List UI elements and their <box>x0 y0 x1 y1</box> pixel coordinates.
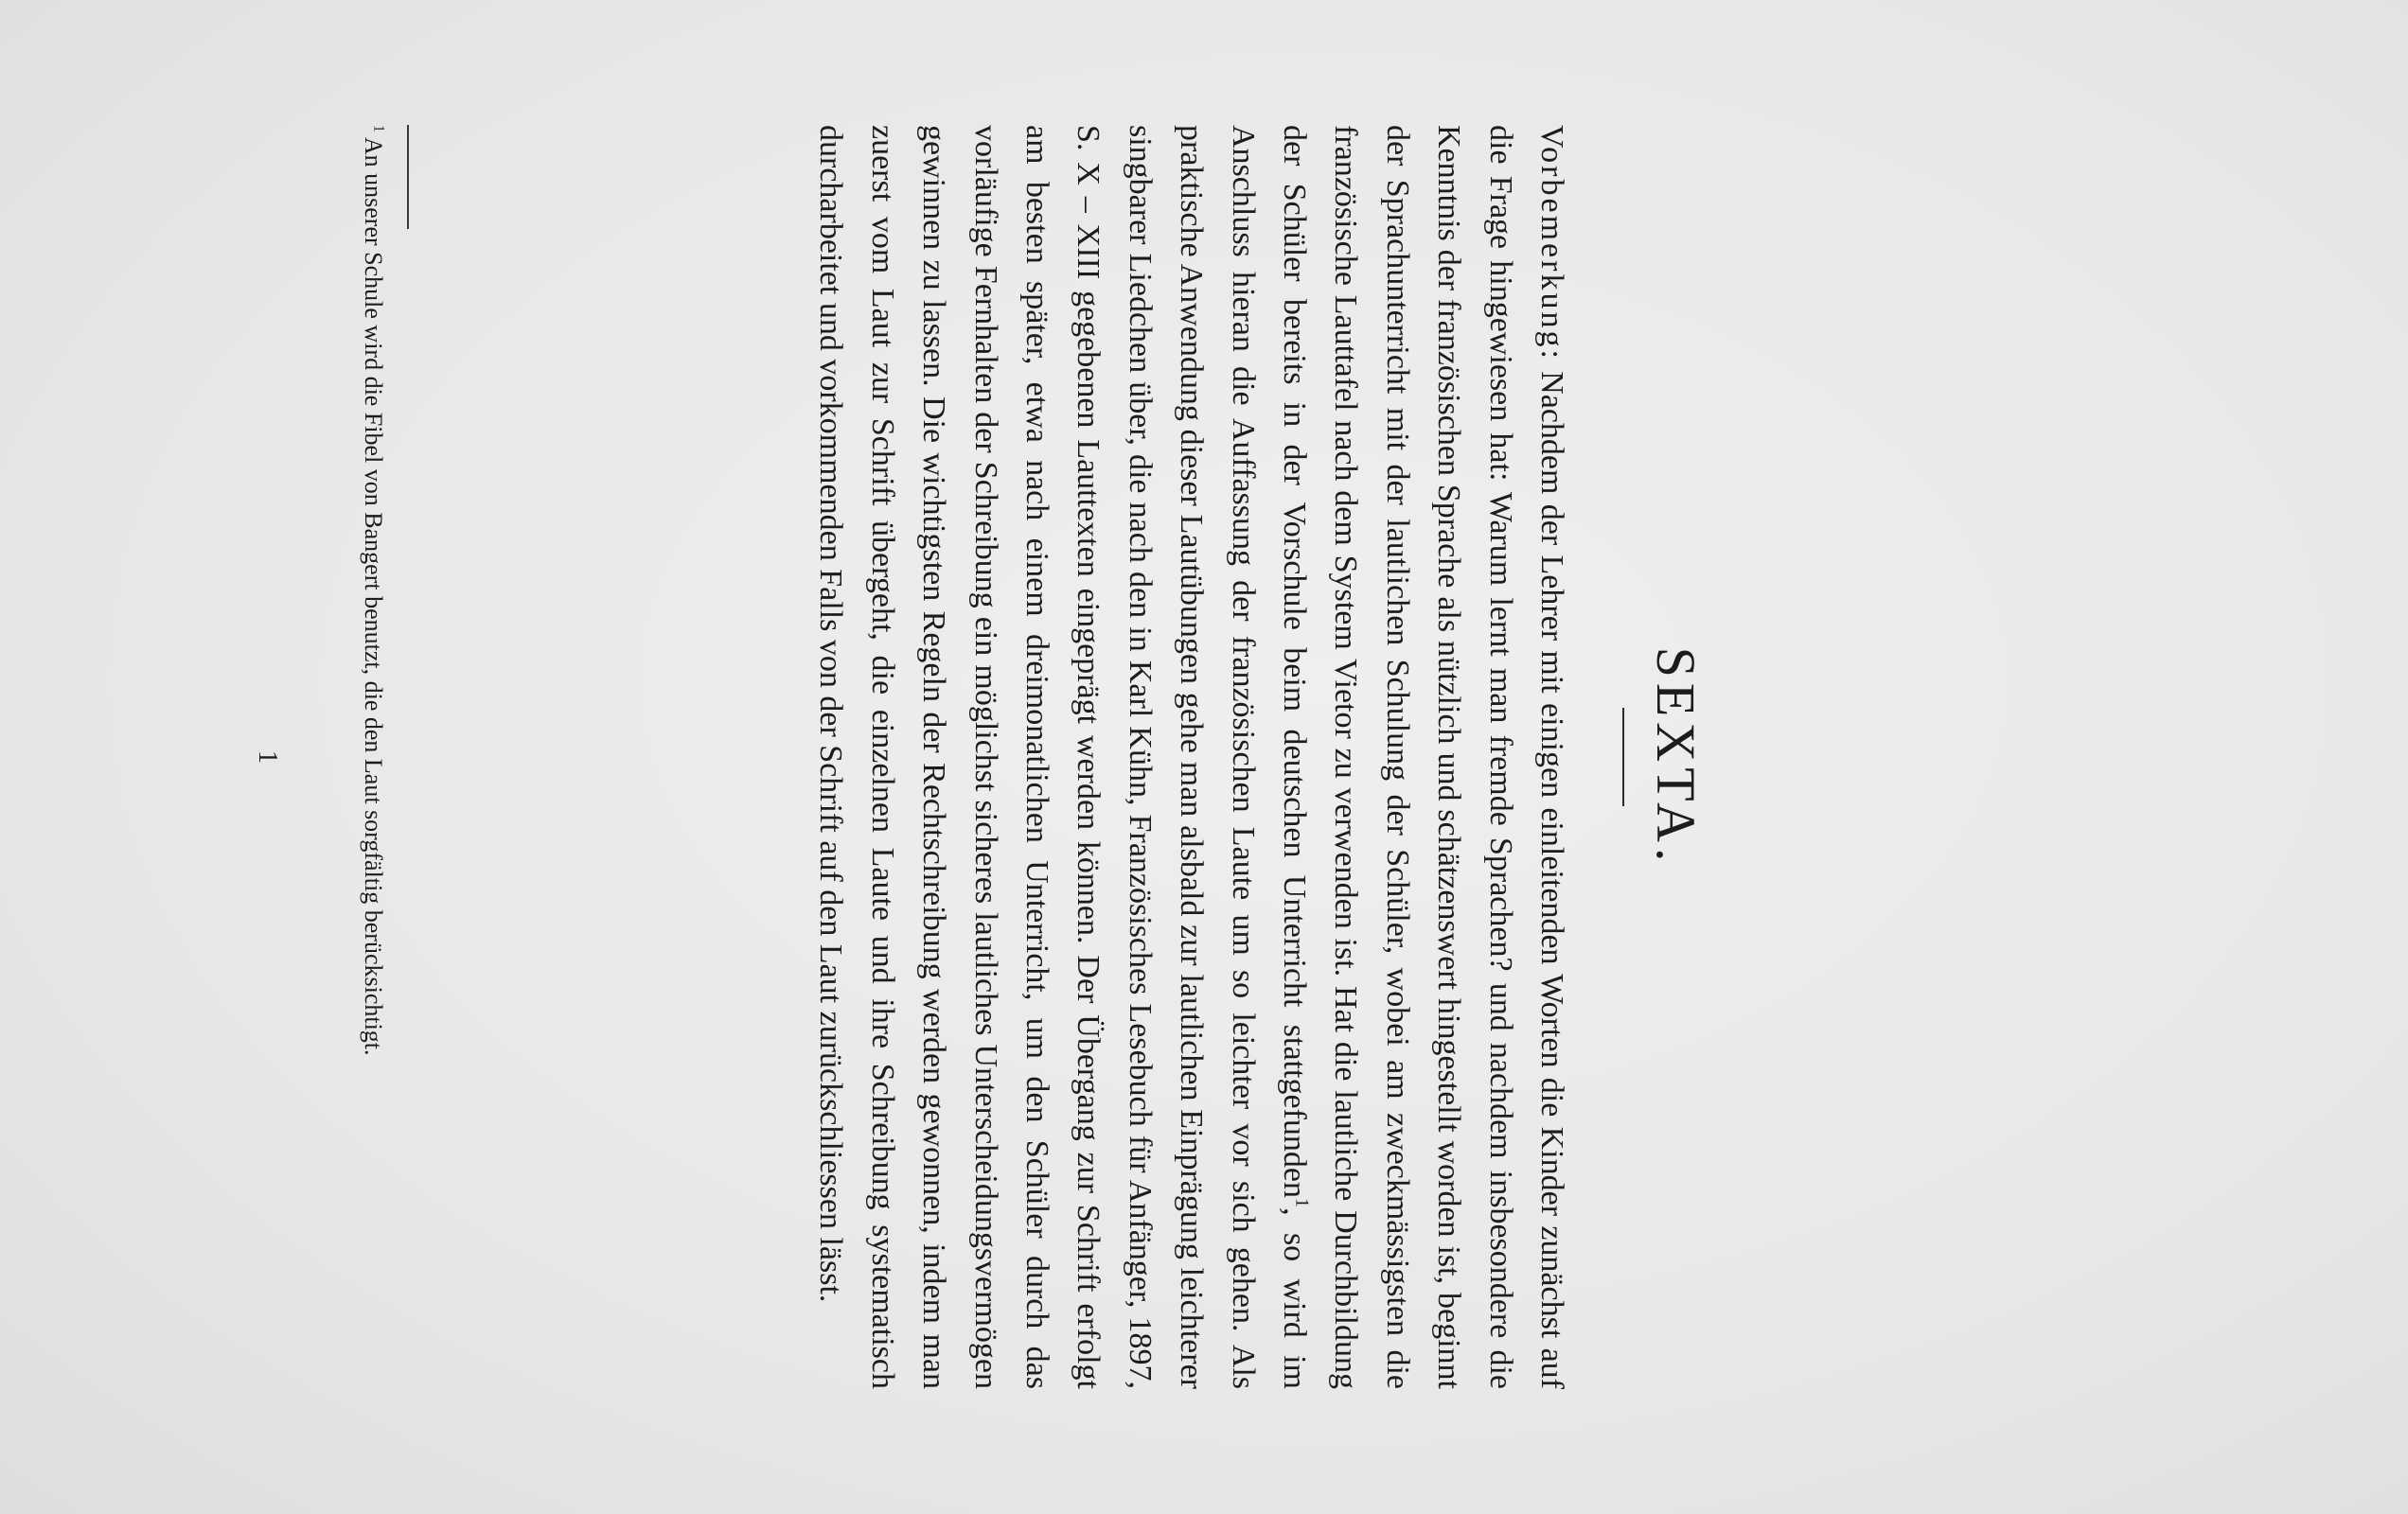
paragraph-text-part-1: Nachdem der Lehrer mit einigen einleitenden Worten die Kinder zunächst auf die Frage hingewiesen hat: Warum lernt man fremde Sprachen? und nachdem insbesondere die Kenntnis der französischen Sprache als nützlich und schätzenswert hingestellt worden ist, beginnt der Sprachunterricht mit der lautlichen Schulung der Schüler, wobei am zweckmässigsten die französische Lauttafel nach dem System Vietor zu verwenden ist. Hat die lautliche Durchbildung der Schüler bereits in der Vorschule beim deutschen Unterricht stattgefunden <box>1276 125 1569 1389</box>
title-rule <box>1622 708 1624 806</box>
footnote-reference: 1 <box>1291 1197 1313 1208</box>
footnote-rule <box>407 125 409 229</box>
footnote <box>354 125 392 1389</box>
paragraph-text-part-2: , so wird im Anschluss hieran die Auffassung der französischen Laute um so leichter vor sich gehen. Als praktische Anwendung dieser Lautübungen gehe man alsbald zur lautlichen Einprägung leichterer singbarer Liedchen über, die nach den in Karl Kühn, Französisches Lesebuch für Anfänger, 1897, S. X – XIII gegebenen Lauttexten eingeprägt werden können. Der Übergang zur Schrift erfolgt am besten später, etwa nach einem dreimonatlichen Unterricht, um den Schüler durch das vorläufige Fernhalten der Schreibung ein möglichst sicheres lautliches Unterscheidungsvermögen gewinnen zu lassen. Die wichtigsten Regeln der Rechtschreibung werden gewonnen, indem man zuerst vom Laut zur Schrift übergeht, die einzelnen Laute und ihre Schreibung systematisch durcharbeitet und vorkommenden Falls von der Schrift auf den Laut zurückschliessen lässt. <box>813 125 1312 1389</box>
page-title: SEXTA. <box>1645 646 1707 868</box>
footnote-text: An unserer Schule wird die Fibel von Bangert benutzt, die den Laut sorgfältig berücksichtigt. <box>360 132 387 1056</box>
main-paragraph <box>805 125 1577 1389</box>
paragraph-lead: Vorbemerkung: <box>1534 125 1569 361</box>
page-number: 1 <box>253 750 282 764</box>
footnote-marker: 1 <box>370 125 387 132</box>
